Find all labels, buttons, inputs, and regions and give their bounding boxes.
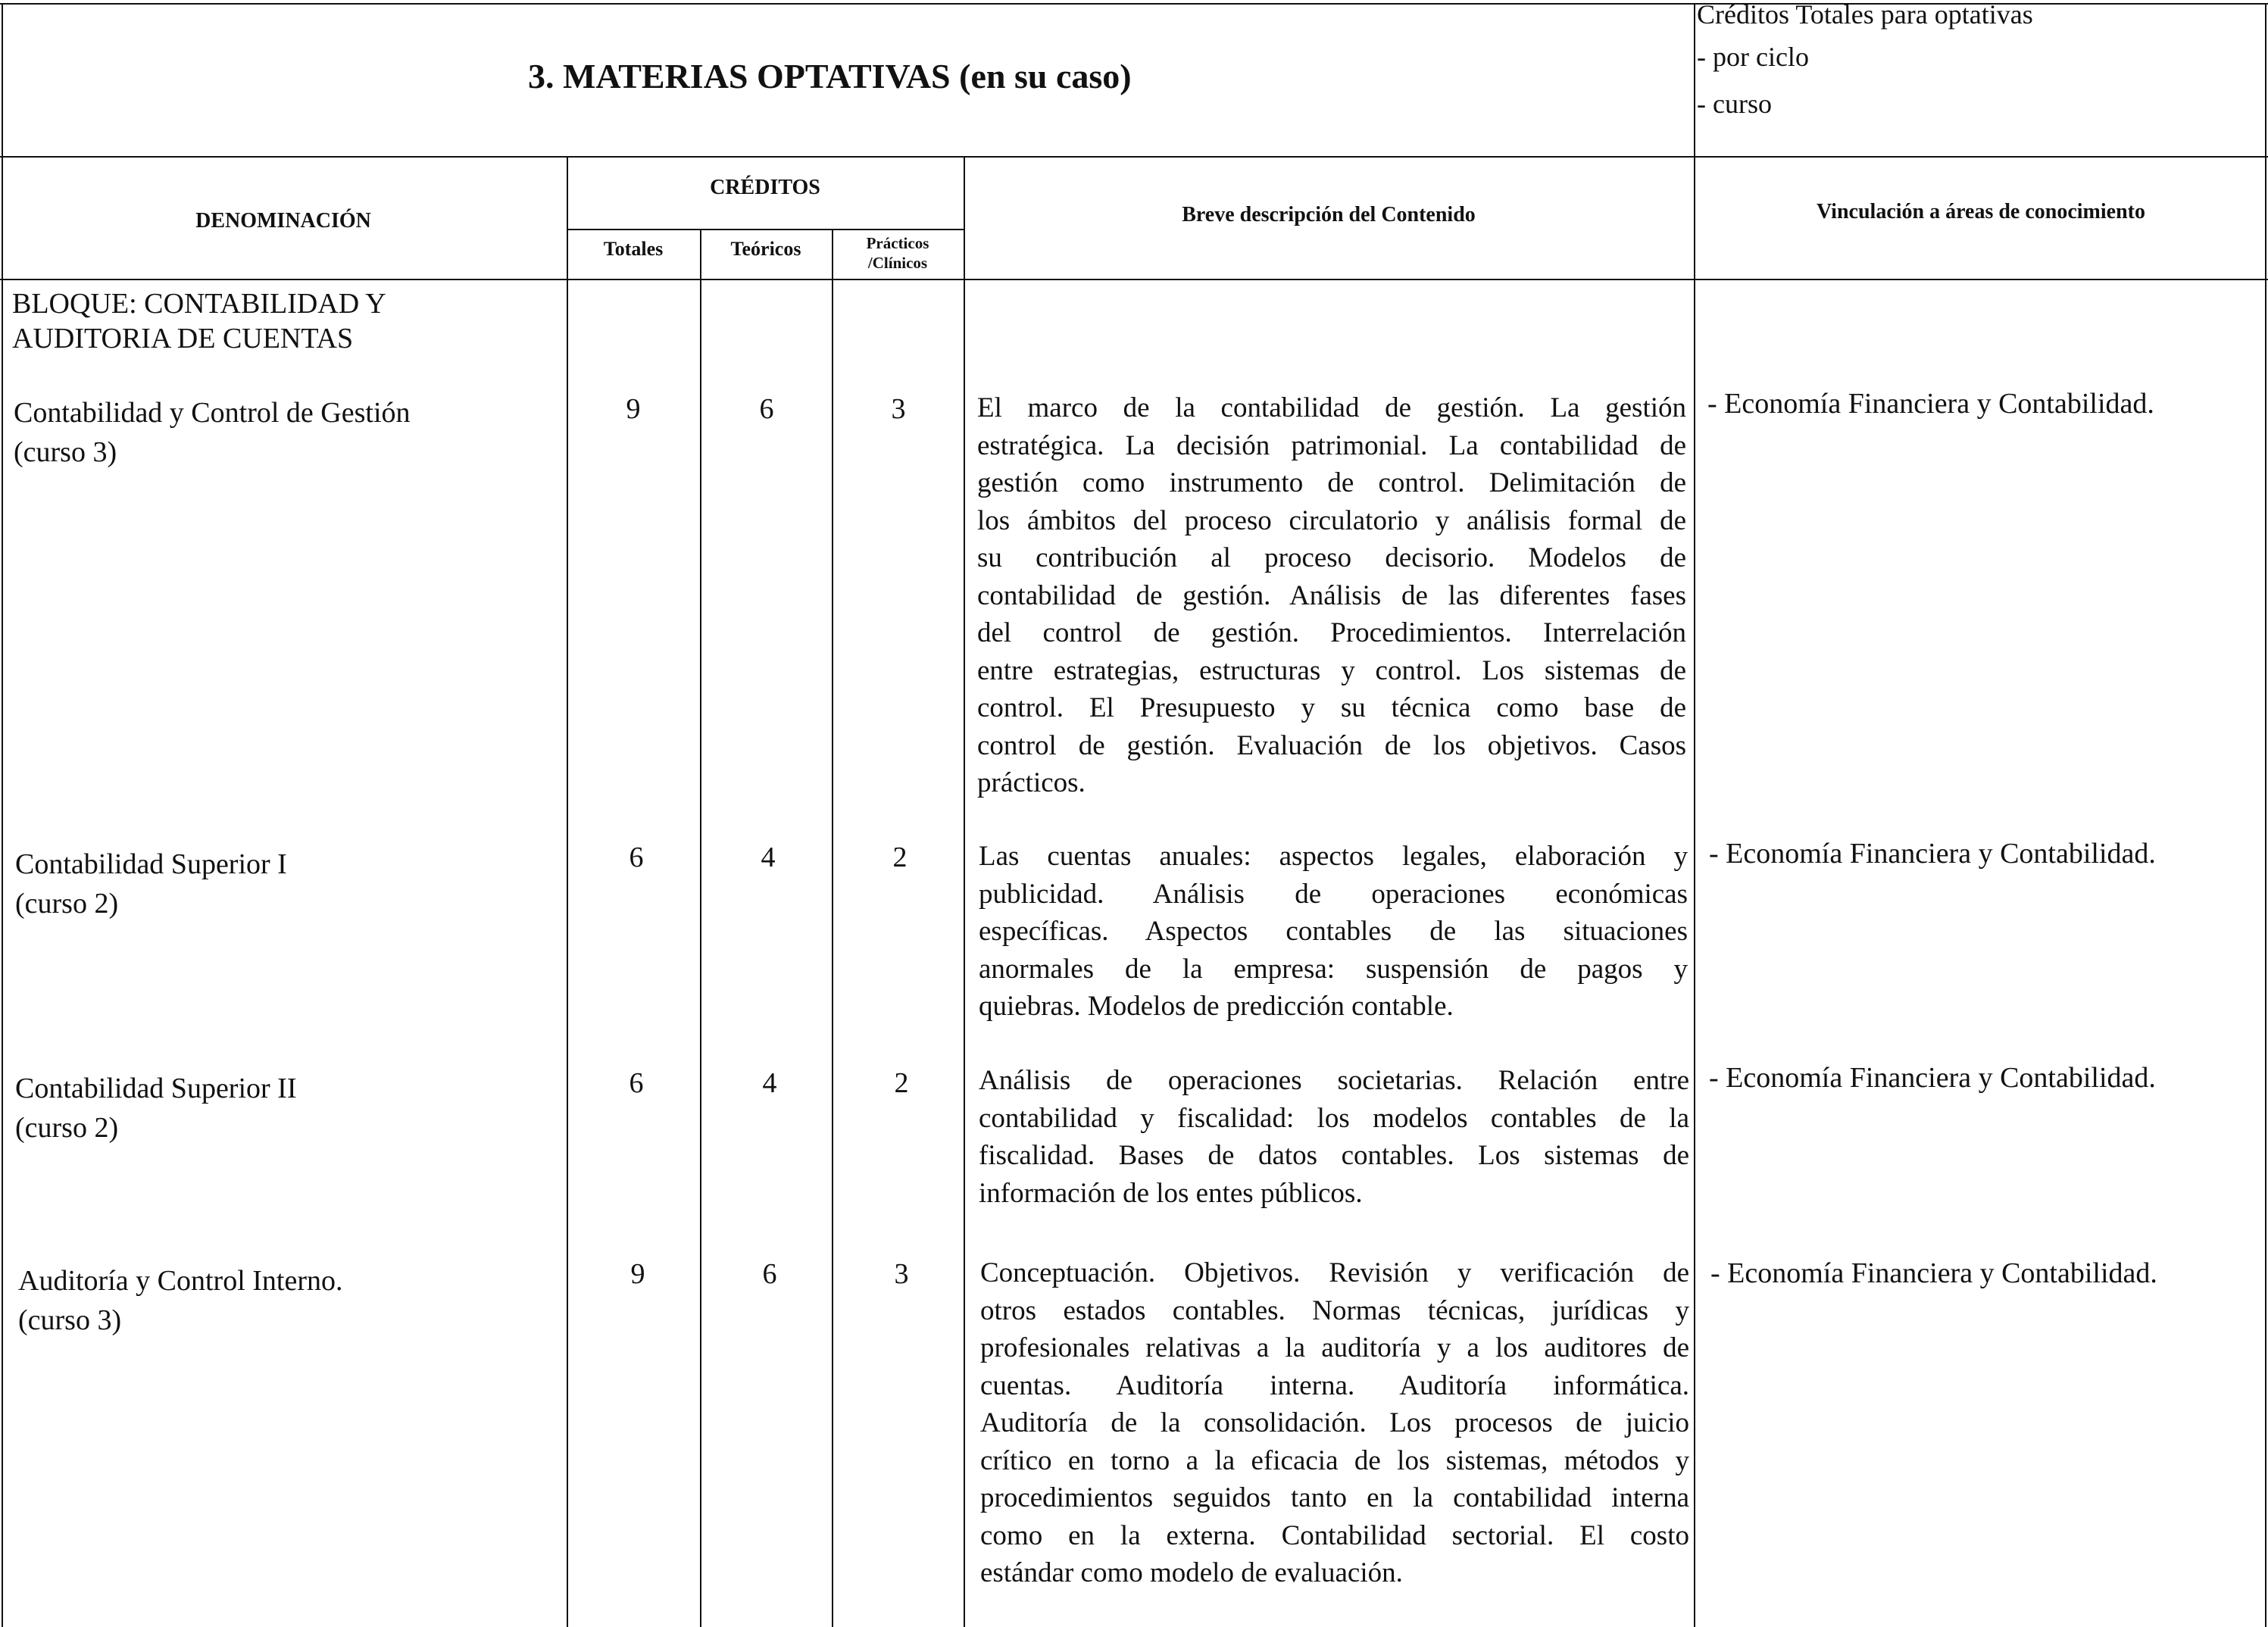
row-4-name	[18, 1262, 342, 1300]
row-2-description-line: quiebras. Modelos de predicción contable.	[979, 991, 1454, 1022]
row-3-teoricos: 4	[762, 1067, 777, 1099]
credits-box-line-2: - por ciclo	[1697, 42, 1809, 72]
title-divider	[1694, 3, 1695, 1627]
header-vinculacion: Vinculación a áreas de conocimiento	[1817, 200, 2145, 223]
row-3-description-line: fiscalidad. Bases de datos contables. Los sistemas de	[979, 1140, 1689, 1171]
row-3-description	[979, 1062, 1689, 1212]
header-bottom-border	[0, 279, 2268, 280]
row-1-name: Contabilidad y Control de Gestión	[14, 397, 411, 429]
row-4-name-text: Auditoría y Control Interno.	[18, 1265, 343, 1297]
row-4-description-line: como en la externa. Contabilidad sectorial. El costo	[980, 1519, 1689, 1551]
row-1-description-line: su contribución al proceso decisorio. Modelos de	[977, 542, 1686, 573]
row-4-description-line: Auditoría de la consolidación. Los procesos de juicio	[980, 1407, 1689, 1438]
header-denominacion: DENOMINACIÓN	[195, 209, 371, 233]
row-1-description-line: del control de gestión. Procedimientos. Interrelación	[977, 617, 1686, 648]
row-3-description-line: información de los entes públicos.	[979, 1177, 1363, 1209]
col-border-2	[700, 229, 701, 1627]
block-title-line-2: AUDITORIA DE CUENTAS	[12, 323, 354, 354]
row-3-area: - Economía Financiera y Contabilidad.	[1709, 1062, 2156, 1094]
row-4-description-line: procedimientos seguidos tanto en la contabilidad interna	[980, 1482, 1689, 1513]
header-creditos: CRÉDITOS	[710, 176, 820, 199]
header-practicos-line-1: Prácticos	[866, 234, 929, 252]
row-1-description-line: prácticos.	[977, 767, 1086, 798]
row-2-description-line: anormales de la empresa: suspensión de pagos y	[979, 953, 1688, 985]
row-2-description-line: específicas. Aspectos contables de las situaciones	[979, 916, 1688, 947]
row-4-course: (curso 3)	[18, 1304, 122, 1336]
header-practicos	[832, 233, 964, 273]
row-1-teoricos: 6	[759, 393, 774, 425]
row-2-course: (curso 2)	[15, 888, 119, 920]
row-2-teoricos: 4	[761, 842, 776, 873]
row-4-area: - Economía Financiera y Contabilidad.	[1710, 1257, 2157, 1289]
row-4-practicos: 3	[894, 1258, 909, 1290]
row-1-practicos: 3	[891, 393, 906, 425]
credits-box-line-1: Créditos Totales para optativas	[1697, 0, 2033, 30]
header-teoricos: Teóricos	[730, 238, 801, 260]
row-1-description-line: los ámbitos del proceso circulatorio y análisis formal de	[977, 504, 1686, 536]
row-1-course: (curso 3)	[14, 436, 117, 468]
col-border-3	[832, 229, 833, 1627]
row-3-course: (curso 2)	[15, 1112, 119, 1144]
row-3-description-line: Análisis de operaciones societarias. Relación entre	[979, 1065, 1689, 1096]
row-4-description	[980, 1254, 1689, 1592]
row-1-description-line: gestión como instrumento de control. Delimitación de	[977, 467, 1686, 498]
right-border	[2265, 3, 2266, 1627]
row-1-area: - Economía Financiera y Contabilidad.	[1707, 388, 2154, 420]
row-2-description-line: Las cuentas anuales: aspectos legales, elaboración y	[979, 841, 1688, 872]
header-descripcion: Breve descripción del Contenido	[1182, 203, 1476, 226]
row-2-name: Contabilidad Superior I	[15, 848, 287, 880]
block-title-line-1: BLOQUE: CONTABILIDAD Y	[12, 288, 386, 320]
row-4-description-line: Conceptuación. Objetivos. Revisión y verificación de	[980, 1257, 1689, 1288]
credits-box-line-3: - curso	[1697, 89, 1772, 119]
row-1-description	[977, 389, 1686, 802]
row-3-description-line: contabilidad y fiscalidad: los modelos contables de la	[979, 1102, 1689, 1134]
row-1-description-line: entre estrategias, estructuras y control. Los sistemas de	[977, 654, 1686, 686]
row-1-description-line: control de gestión. Evaluación de los objetivos. Casos	[977, 729, 1686, 761]
page-title: 3. MATERIAS OPTATIVAS (en su caso)	[528, 57, 1132, 95]
row-3-practicos: 2	[894, 1067, 909, 1099]
row-2-area: - Economía Financiera y Contabilidad.	[1709, 838, 2156, 870]
row-4-description-line: profesionales relativas a la auditoría y a los auditores de	[980, 1332, 1689, 1363]
row-4-description-line: estándar como modelo de evaluación.	[980, 1557, 1403, 1588]
row-4-description-line: otros estados contables. Normas técnicas, jurídicas y	[980, 1294, 1689, 1326]
col-border-1	[567, 156, 568, 1627]
row-4-description-line: crítico en torno a la eficacia de los sistemas, métodos y	[980, 1444, 1689, 1476]
row-1-description-line: contabilidad de gestión. Análisis de las diferentes fases	[977, 579, 1686, 611]
col-border-4	[964, 156, 965, 1627]
left-border	[2, 3, 3, 1627]
row-3-name: Contabilidad Superior II	[15, 1073, 297, 1104]
row-4-teoricos: 6	[762, 1258, 777, 1290]
row-1-description-line: estratégica. La decisión patrimonial. La contabilidad de	[977, 429, 1686, 461]
title-bottom-border	[0, 156, 2268, 158]
header-totales: Totales	[603, 238, 664, 260]
row-1-description-line: El marco de la contabilidad de gestión. La gestión	[977, 392, 1686, 423]
row-2-description-line: publicidad. Análisis de operaciones económicas	[979, 878, 1688, 910]
row-2-totales: 6	[629, 842, 644, 873]
header-practicos-line-2: /Clínicos	[867, 254, 928, 272]
row-3-totales: 6	[629, 1067, 644, 1099]
row-2-practicos: 2	[892, 842, 908, 873]
row-1-totales: 9	[626, 393, 641, 425]
row-4-totales: 9	[630, 1258, 645, 1290]
row-1-description-line: control. El Presupuesto y su técnica como base de	[977, 692, 1686, 723]
row-2-description	[979, 838, 1688, 1026]
row-4-description-line: cuentas. Auditoría interna. Auditoría informática.	[980, 1369, 1689, 1401]
creditos-sub-border	[567, 229, 964, 230]
